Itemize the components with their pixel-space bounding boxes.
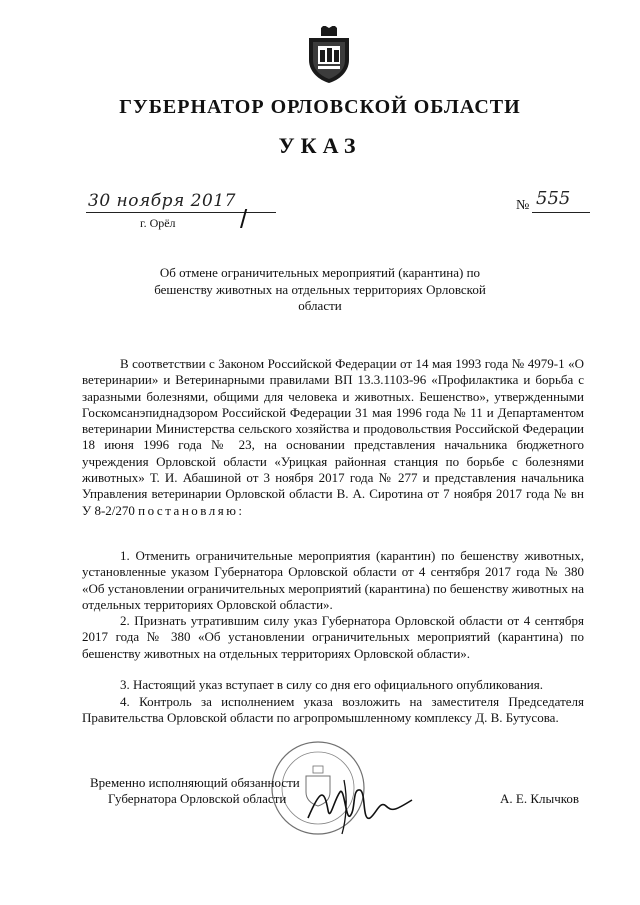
preamble-text: В соответствии с Законом Российской Федерации от 14 мая 1993 года № 4979-1 «О ветеринарии» и Ветеринарными правилами ВП 13.3.1103-96 «Профилактика и борьба с заразными болезнями, общими для человека и животных. Бешенство», утвержденными Госкомсанэпиднадзором Российской Федерации 31 мая 1996 года № 11 и Департаментом ветеринарии Министерства сельского хозяйства и продовольствия Российской Федерации 18 июня 1996 года № 23, на основании представления начальника бюджетного учреждения Орловской области «Урицкая районная станция по борьбе с болезнями животных» Т. И. Абашиной от 3 ноября 2017 года № 277 и представления начальника Управления ветеринарии Орловской области В. А. Сиротина от 7 ноября 2017 года № вн У 8-2/270 bbox=[82, 356, 584, 518]
number-sign: № bbox=[516, 198, 530, 213]
item-1: 1. Отменить ограничительные мероприятия (карантин) по бешенству животных, установленные указом Губернатора Орловской области от 4 сентября 2017 года № 380 «Об установлении ограничительных мероприятий (карантина) по бешенству животных на отдельных территориях Орловской области». bbox=[82, 548, 584, 612]
date-underline bbox=[86, 212, 276, 213]
signatory-position bbox=[90, 775, 300, 807]
preamble-paragraph bbox=[82, 356, 584, 519]
handwritten-slash: / bbox=[240, 204, 248, 234]
number-underline bbox=[532, 212, 590, 213]
handwritten-date: 30 ноября 2017 bbox=[88, 191, 236, 211]
position-line-1: Временно исполняющий обязанности bbox=[90, 775, 300, 790]
decree-word: постановляю: bbox=[138, 502, 245, 518]
city-label: г. Орёл bbox=[140, 216, 176, 230]
governor-heading: ГУБЕРНАТОР ОРЛОВСКОЙ ОБЛАСТИ bbox=[119, 96, 521, 118]
item-3: 3. Настоящий указ вступает в силу со дня его официального опубликования. bbox=[120, 677, 543, 692]
coat-of-arms-icon bbox=[304, 26, 354, 84]
item-4: 4. Контроль за исполнением указа возложить на заместителя Председателя Правительства Орловской области по агропромышленному комплексу Д. В. Бутусова. bbox=[82, 694, 584, 726]
decree-heading: УКАЗ bbox=[278, 133, 362, 158]
handwritten-number: 555 bbox=[536, 188, 571, 209]
decree-title: Об отмене ограничительных мероприятий (карантина) по бешенству животных на отдельных территориях Орловской области bbox=[154, 265, 486, 313]
position-line-2: Губернатора Орловской области bbox=[108, 791, 287, 806]
handwritten-signature-icon bbox=[300, 770, 420, 840]
signatory-name: А. Е. Клычков bbox=[500, 791, 580, 806]
item-2: 2. Признать утратившим силу указ Губернатора Орловской области от 4 сентября 2017 года № 380 «Об установлении ограничительных мероприятий (карантина) по бешенству животных на отдельных территориях Орловской области». bbox=[82, 613, 584, 661]
